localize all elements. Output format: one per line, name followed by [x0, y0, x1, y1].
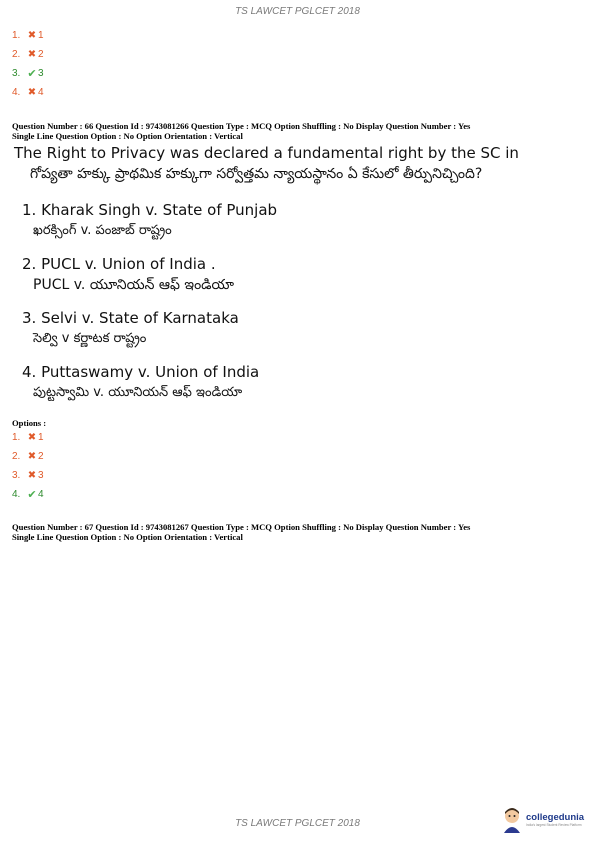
check-icon: ✔ [27, 489, 37, 501]
cross-icon: ✖ [27, 470, 37, 481]
option-label: 4 [38, 87, 44, 98]
option-row [12, 64, 44, 83]
option-number: 1. [12, 432, 21, 443]
logo-tagline: India's largest Student Review Platform [526, 822, 582, 827]
option-number: 4. [12, 489, 21, 500]
question-67-meta [12, 522, 582, 542]
option-label: 1 [38, 432, 44, 443]
meta-line: Question Number : 67 Question Id : 9743081267 Question Type : MCQ Option Shuffling : No Display Question Number : Yes [12, 522, 471, 532]
question-telugu: గోప్యతా హక్కు ప్రాథమిక హక్కుగా సర్వోత్తమ న్యాయస్థానం ఏ కేసులో తీర్పునిచ్చింది? [30, 166, 483, 182]
option-row [12, 428, 44, 447]
cross-icon: ✖ [27, 451, 37, 462]
options-heading: Options : [12, 418, 47, 428]
cross-icon: ✖ [27, 432, 37, 443]
choice-english: 4. Puttaswamy v. Union of India [22, 363, 260, 381]
choice-3 [22, 308, 239, 350]
choice-telugu: సెల్వి v కర్ణాటక రాష్ట్రం [33, 331, 147, 346]
choice-english: 2. PUCL v. Union of India . [22, 255, 216, 273]
page-footer: TS LAWCET PGLCET 2018 [235, 818, 360, 829]
choice-telugu: పుట్టస్వామి v. యూనియన్ ఆఫ్ ఇండియా [33, 385, 243, 400]
option-number: 1. [12, 30, 21, 41]
meta-line: Question Number : 66 Question Id : 9743081266 Question Type : MCQ Option Shuffling : No Display Question Number : Yes [12, 121, 471, 131]
question-66-options [12, 428, 44, 504]
option-row [12, 485, 44, 504]
cross-icon: ✖ [27, 49, 37, 60]
mascot-icon [501, 807, 523, 833]
question-66-text [14, 144, 584, 185]
option-row [12, 466, 44, 485]
option-label: 2 [38, 49, 44, 60]
option-row [12, 447, 44, 466]
choice-telugu: PUCL v. యూనియన్ ఆఫ్ ఇండియా [33, 277, 235, 293]
previous-question-options [12, 26, 44, 102]
option-number: 3. [12, 470, 21, 481]
option-row [12, 26, 44, 45]
option-label: 3 [38, 68, 44, 79]
question-66-meta [12, 121, 582, 141]
meta-line: Single Line Question Option : No Option Orientation : Vertical [12, 131, 243, 141]
choice-1 [22, 200, 277, 242]
option-number: 4. [12, 87, 21, 98]
choice-telugu: ఖరక్సింగ్ v. పంజాబ్ రాష్ట్రం [33, 223, 172, 238]
check-icon: ✔ [27, 68, 37, 80]
question-english: The Right to Privacy was declared a fundamental right by the SC in [14, 144, 519, 162]
choice-english: 3. Selvi v. State of Karnataka [22, 309, 239, 327]
choice-english: 1. Kharak Singh v. State of Punjab [22, 201, 278, 219]
option-number: 2. [12, 451, 21, 462]
option-label: 4 [38, 489, 44, 500]
option-row [12, 45, 44, 64]
option-label: 2 [38, 451, 44, 462]
choice-2 [22, 254, 234, 296]
option-number: 2. [12, 49, 21, 60]
logo-name: collegedunia [526, 811, 585, 823]
option-label: 1 [38, 30, 44, 41]
collegedunia-logo [501, 806, 591, 834]
option-label: 3 [38, 470, 44, 481]
meta-line: Single Line Question Option : No Option Orientation : Vertical [12, 532, 243, 542]
option-number: 3. [12, 68, 21, 79]
cross-icon: ✖ [27, 30, 37, 41]
option-row [12, 83, 44, 102]
choice-4 [22, 362, 259, 404]
cross-icon: ✖ [27, 87, 37, 98]
page-header: TS LAWCET PGLCET 2018 [235, 6, 360, 17]
